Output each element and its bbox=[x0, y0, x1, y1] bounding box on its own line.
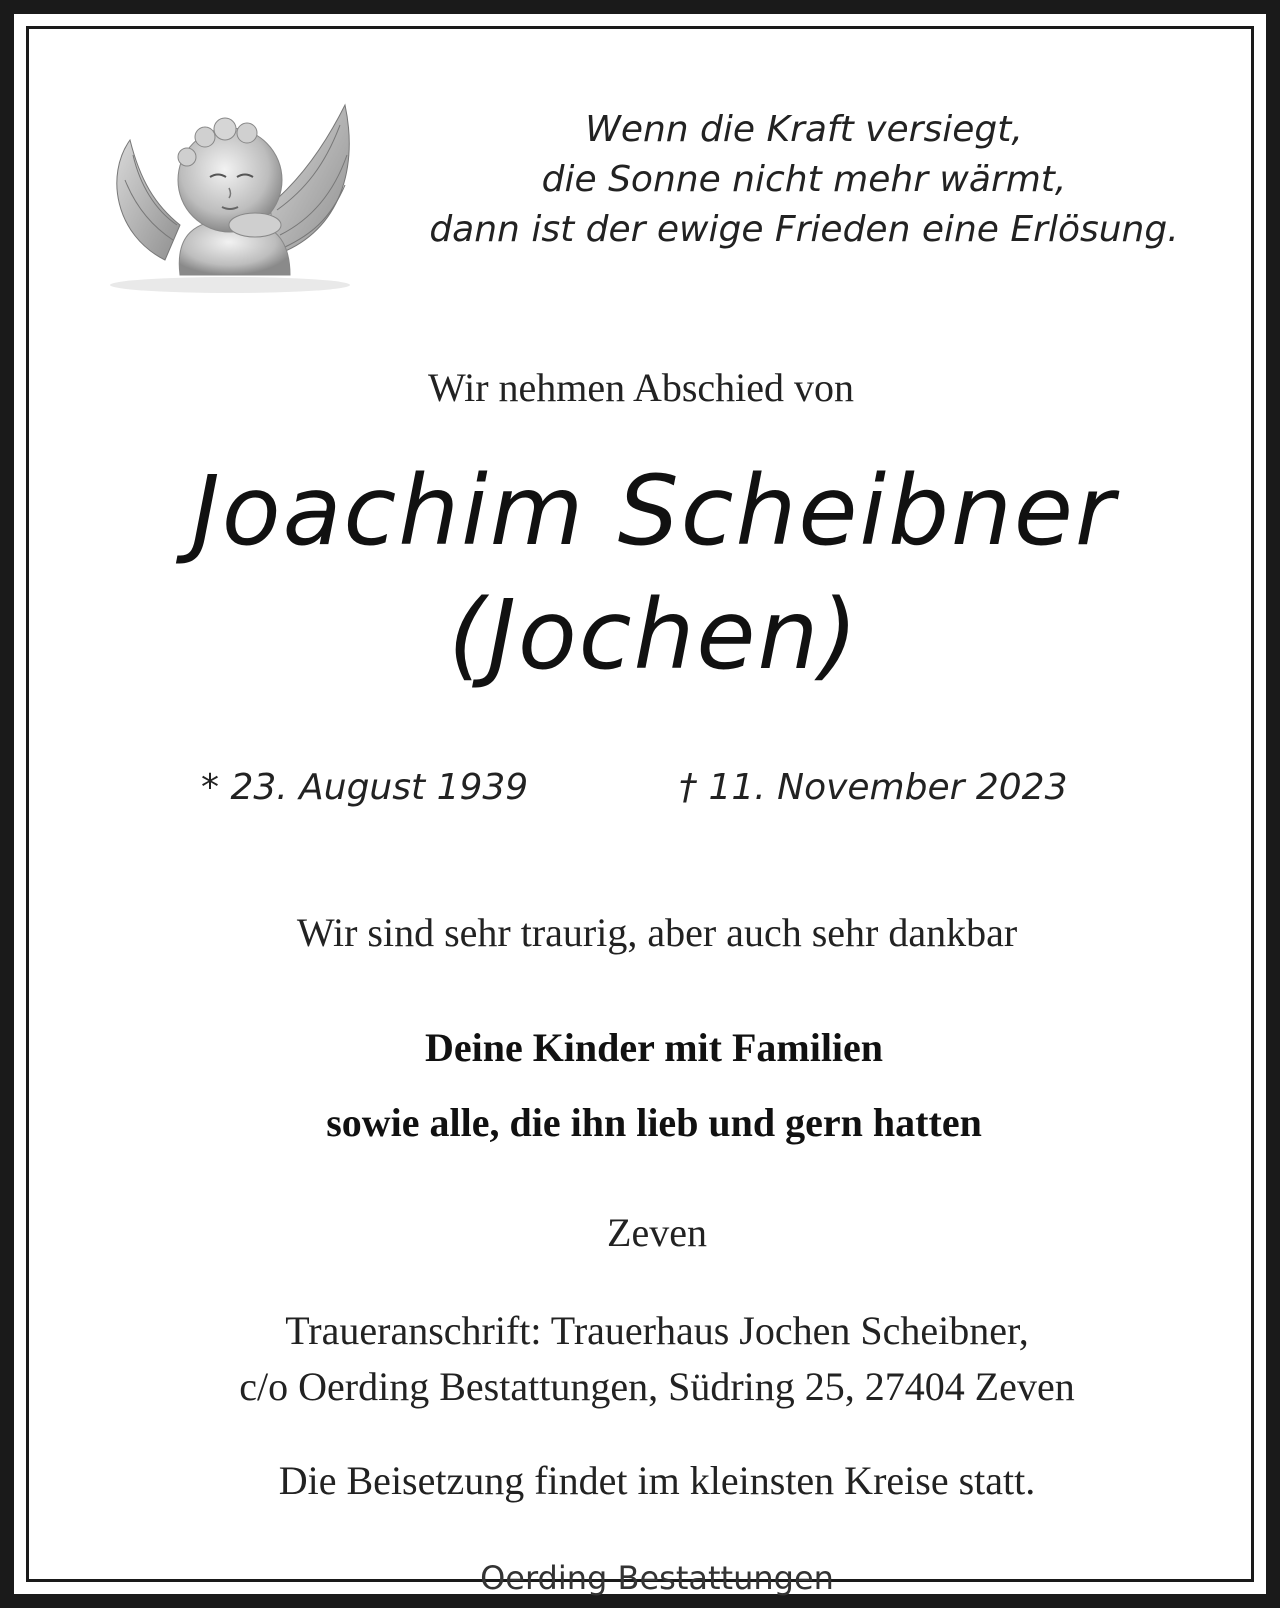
quote-block bbox=[369, 105, 1239, 255]
mourners-line-2: sowie alle, die ihn lieb und gern hatten bbox=[326, 1100, 982, 1145]
mourning-address bbox=[29, 1303, 1280, 1415]
burial-note: Die Beisetzung findet im kleinsten Kreise statt. bbox=[278, 1458, 1036, 1503]
death-date: † 11. November 2023 bbox=[679, 767, 1068, 808]
deceased-name-block bbox=[29, 449, 1279, 697]
address-line-2: c/o Oerding Bestattungen, Südring 25, 27404 Zeven bbox=[239, 1364, 1075, 1409]
quote-line-2: die Sonne nicht mehr wärmt, bbox=[541, 159, 1067, 200]
address-line-1: Traueranschrift: Trauerhaus Jochen Scheibner, bbox=[285, 1308, 1029, 1353]
undertaker-name: Oerding Bestattungen bbox=[480, 1559, 834, 1597]
farewell-intro: Wir nehmen Abschied von bbox=[427, 365, 855, 410]
quote-line-1: Wenn die Kraft versiegt, bbox=[585, 109, 1023, 150]
inner-frame bbox=[26, 26, 1254, 1597]
deceased-name: Joachim Scheibner bbox=[191, 455, 1117, 567]
grief-message: Wir sind sehr traurig, aber auch sehr dankbar bbox=[296, 910, 1018, 955]
mourners-line-1: Deine Kinder mit Familien bbox=[424, 1025, 884, 1070]
cherub-angel-icon bbox=[95, 85, 365, 295]
birth-date: * 23. August 1939 bbox=[201, 767, 529, 808]
deceased-nickname: (Jochen) bbox=[448, 579, 860, 691]
place: Zeven bbox=[607, 1210, 707, 1255]
quote-line-3: dann ist der ewige Frieden eine Erlösung. bbox=[429, 209, 1179, 250]
